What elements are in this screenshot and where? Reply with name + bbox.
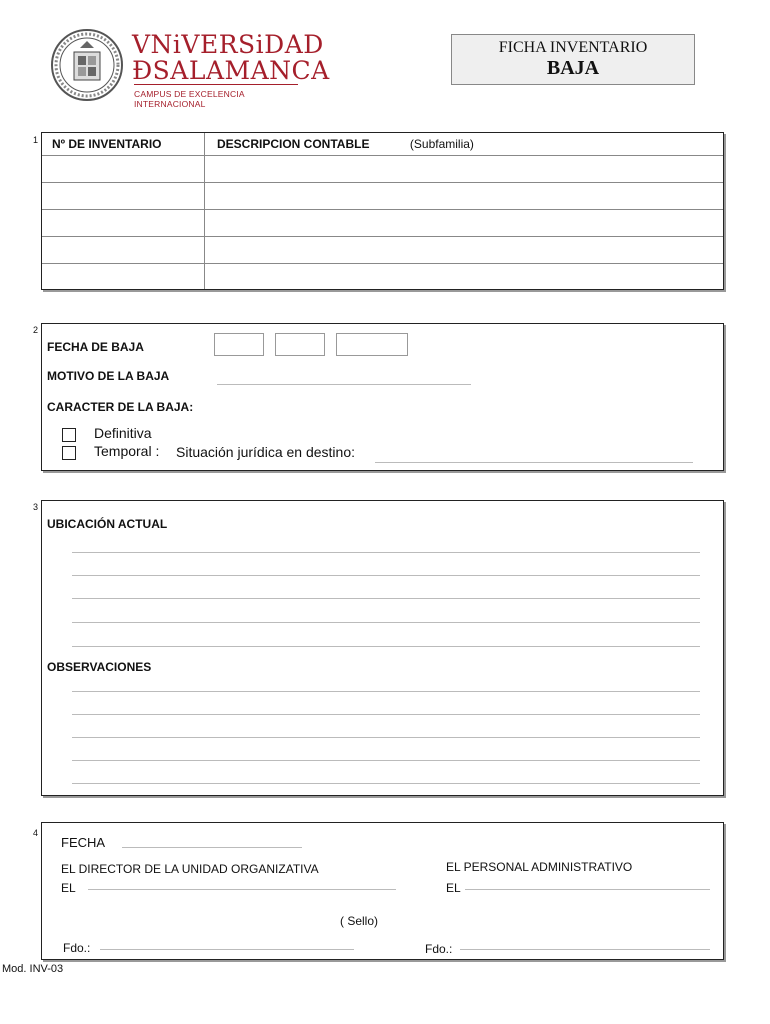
form-title: FICHA INVENTARIO (498, 39, 648, 56)
staff-signature-field[interactable] (460, 949, 710, 950)
staff-name-field[interactable] (465, 889, 710, 890)
withdrawal-reason-field[interactable] (217, 384, 471, 385)
seal-label: ( Sello) (340, 914, 379, 928)
section-number-1: 1 (33, 135, 39, 145)
definitive-label: Definitiva (94, 425, 152, 441)
inventory-number-cell[interactable] (42, 155, 205, 182)
director-signature-field[interactable] (100, 949, 354, 950)
university-logo (50, 28, 330, 109)
date-month-field[interactable] (275, 333, 325, 356)
signature-date-label: FECHA (61, 835, 106, 850)
signature-date-field[interactable] (122, 847, 302, 848)
col-accounting-description: DESCRIPCION CONTABLE (217, 136, 370, 151)
inventory-number-cell[interactable] (42, 209, 205, 236)
observations-line[interactable] (72, 714, 700, 715)
col-inventory-number: Nº DE INVENTARIO (52, 136, 162, 151)
col-subfamily-note: (Subfamilia) (409, 136, 474, 151)
director-name-field[interactable] (88, 889, 396, 890)
title-box (451, 34, 695, 85)
observations-line[interactable] (72, 783, 700, 784)
withdrawal-type-label: CARACTER DE LA BAJA: (47, 400, 194, 414)
section-number-2: 2 (33, 325, 39, 335)
observations-line[interactable] (72, 737, 700, 738)
staff-el-label: EL (446, 881, 461, 895)
date-year-field[interactable] (336, 333, 408, 356)
withdrawal-box (41, 323, 724, 471)
withdrawal-date-label: FECHA DE BAJA (47, 340, 144, 354)
director-signature-label: Fdo.: (63, 941, 91, 955)
form-model-code: Mod. INV-03 (2, 963, 64, 975)
description-cell[interactable] (205, 155, 724, 182)
date-day-field[interactable] (214, 333, 264, 356)
location-box (41, 500, 724, 796)
form-subtitle: BAJA (546, 57, 600, 79)
inventory-number-cell[interactable] (42, 263, 205, 289)
location-line[interactable] (72, 598, 700, 599)
legal-status-field[interactable] (375, 462, 693, 463)
observations-label: OBSERVACIONES (47, 660, 152, 674)
location-line[interactable] (72, 646, 700, 647)
definitive-checkbox[interactable] (62, 428, 76, 442)
temporary-checkbox[interactable] (62, 446, 76, 460)
withdrawal-reason-label: MOTIVO DE LA BAJA (47, 369, 170, 383)
university-seal-icon (50, 28, 124, 102)
staff-signature-label: Fdo.: (425, 942, 453, 956)
logo-university-text: VNiVERSiDAD (132, 30, 324, 59)
description-cell[interactable] (205, 236, 724, 263)
description-cell[interactable] (205, 182, 724, 209)
observations-line[interactable] (72, 760, 700, 761)
current-location-label: UBICACIÓN ACTUAL (47, 517, 168, 531)
temporary-label: Temporal : (94, 443, 160, 459)
logo-divider (134, 84, 298, 85)
administrative-staff-label: EL PERSONAL ADMINISTRATIVO (446, 860, 633, 874)
inventory-number-cell[interactable] (42, 182, 205, 209)
location-line[interactable] (72, 575, 700, 576)
location-line[interactable] (72, 622, 700, 623)
section-number-3: 3 (33, 502, 39, 512)
inventory-table (41, 132, 724, 290)
observations-line[interactable] (72, 691, 700, 692)
director-el-label: EL (61, 881, 76, 895)
inventory-number-cell[interactable] (42, 236, 205, 263)
signature-box (41, 822, 724, 960)
description-cell[interactable] (205, 263, 724, 289)
logo-salamanca-text: ÐSALAMANCA (132, 56, 330, 85)
section-number-4: 4 (33, 828, 39, 838)
director-label: EL DIRECTOR DE LA UNIDAD ORGANIZATIVA (61, 862, 319, 876)
legal-status-label: Situación jurídica en destino: (176, 444, 355, 460)
location-line[interactable] (72, 552, 700, 553)
logo-subtitle: CAMPUS DE EXCELENCIA INTERNACIONAL (134, 89, 245, 109)
description-cell[interactable] (205, 209, 724, 236)
